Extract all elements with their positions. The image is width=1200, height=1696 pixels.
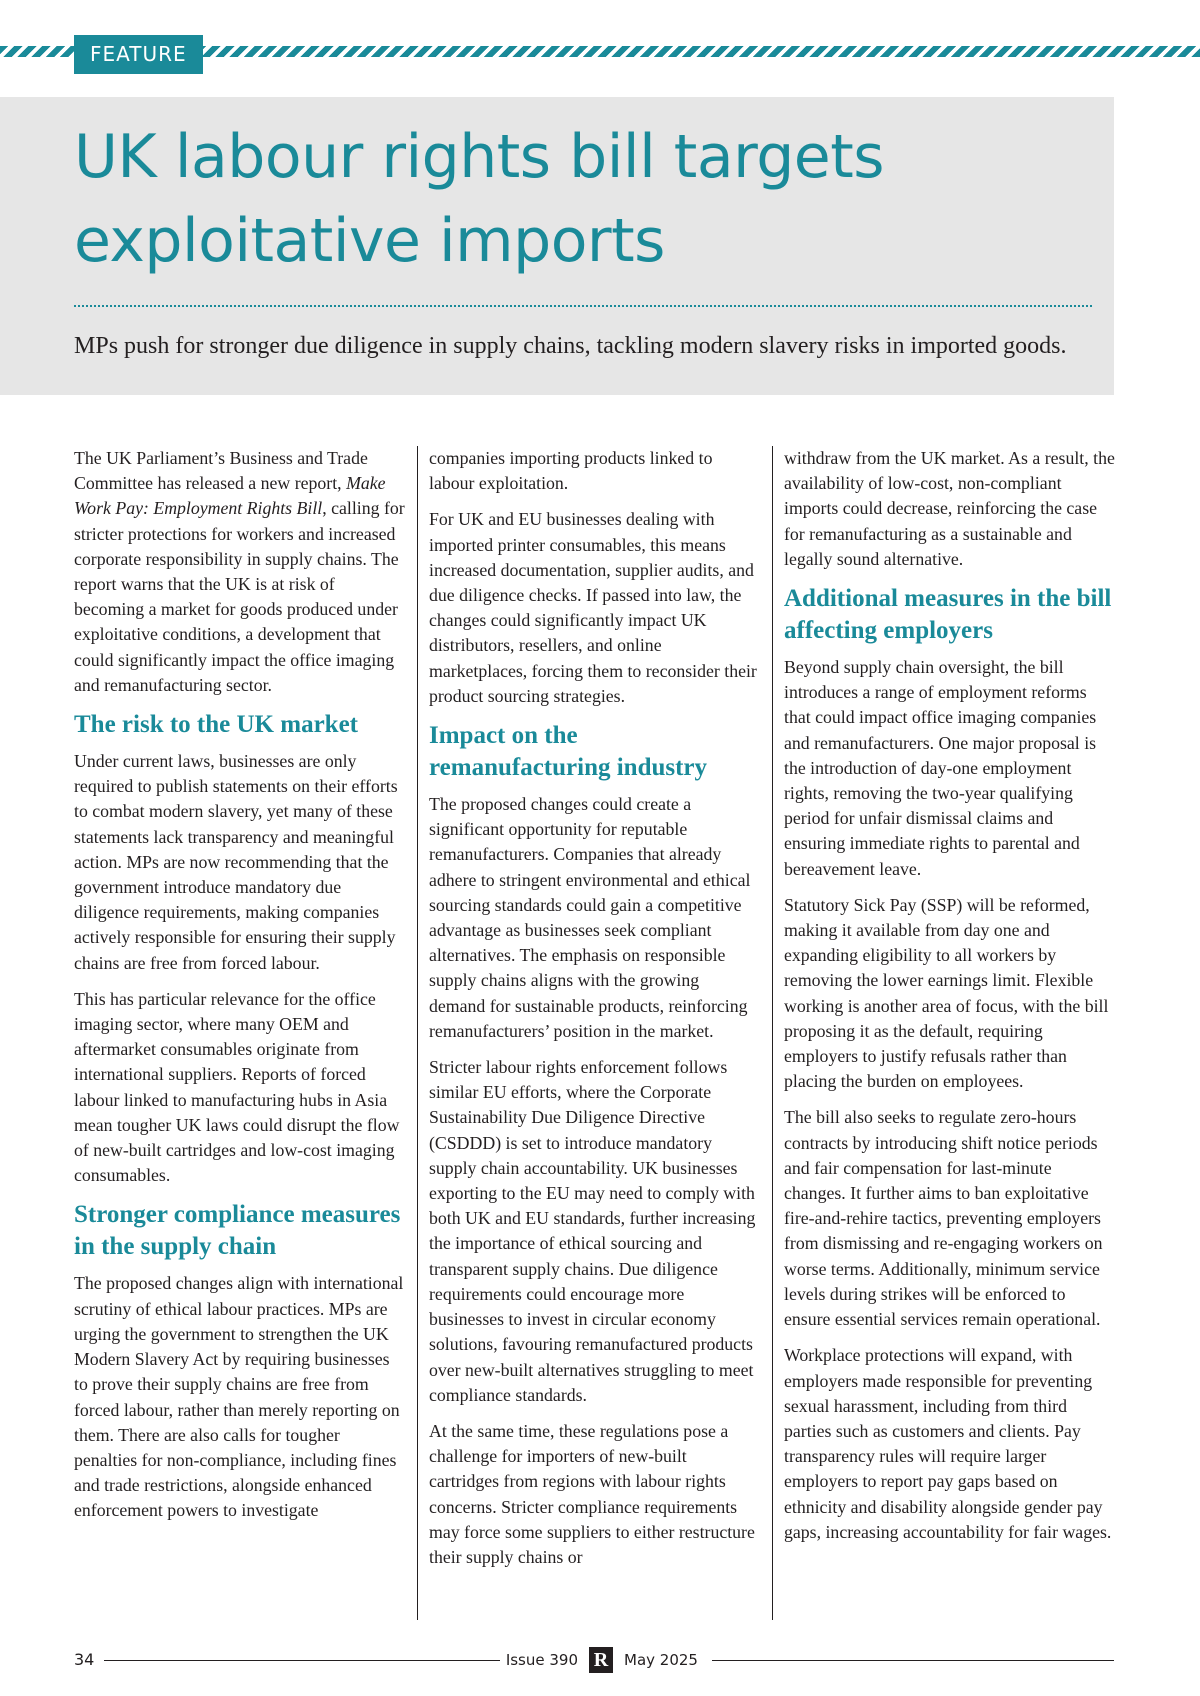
paragraph: At the same time, these regulations pose a challenge for importers of new-built cartridges from regions with labour rights concerns. Stricter compliance requirements may force some suppliers to either restructure their supply chains or	[429, 1420, 755, 1567]
article-title	[74, 115, 884, 283]
paragraph	[74, 446, 406, 698]
paragraph: The proposed changes align with international scrutiny of ethical labour practices. MPs are urging the government to strengthen the UK Modern Slavery Act by requiring businesses to prove their supply chains are free from forced labour, rather than merely reporting on them. There are also calls for tougher penalties for non-compliance, including fines and trade restrictions, alongside enhanced enforcement powers to investigate	[74, 1273, 404, 1521]
subheading-additional-measures: Additional measures in the bill affecting employers	[784, 585, 1112, 645]
issue-number: Issue 390	[505, 1651, 578, 1669]
paragraph: The bill also seeks to regulate zero-hours contracts by introducing shift notice periods and fair compensation for last-minute changes. It further aims to ban exploitative fire-and-rehire tactics, preventing employers from dismissing and re-engaging workers on worse terms. Additionally, minimum service levels during strikes will be enforced to ensure essential services remain operational.	[784, 1107, 1103, 1330]
standfirst: MPs push for stronger due diligence in supply chains, tackling modern slavery risks in imported goods.	[74, 333, 1067, 359]
column-divider	[417, 446, 418, 1620]
column-3	[784, 446, 1116, 1556]
title-line-1: UK labour rights bill targets	[74, 122, 885, 192]
subheading-impact: Impact on the remanufacturing industry	[429, 722, 708, 782]
subheading-compliance: Stronger compliance measures in the supply chain	[74, 1201, 401, 1261]
footer-rule	[712, 1660, 1114, 1661]
text-run: , calling for stricter protections for workers and increased corporate responsibility in supply chains. The report warns that the UK is at risk of becoming a market for goods produced under exploitative conditions, a development that could significantly impact the office imaging and remanufacturing sector.	[74, 498, 405, 695]
paragraph: withdraw from the UK market. As a result, the availability of low-cost, non-compliant imports could decrease, reinforcing the case for remanufacturing as a sustainable and legally sound alternative.	[784, 448, 1115, 569]
section-tag: FEATURE	[74, 35, 203, 74]
dotted-divider	[74, 305, 1092, 307]
footer-rule	[104, 1660, 500, 1661]
paragraph: Statutory Sick Pay (SSP) will be reformed, making it available from day one and expanding eligibility to all workers by removing the lower earnings limit. Flexible working is another area of focus, with the bill proposing it as the default, requiring employers to justify refusals rather than placing the burden on employees.	[784, 894, 1109, 1092]
page-number: 34	[74, 1650, 95, 1669]
paragraph: This has particular relevance for the office imaging sector, where many OEM and aftermarket consumables originate from international suppliers. Reports of forced labour linked to manufacturing hubs in Asia mean tougher UK laws could disrupt the flow of new-built cartridges and low-cost imaging consumables.	[74, 988, 400, 1186]
r-logo-icon: R	[589, 1647, 613, 1673]
text-run: The UK Parliament’s Business and Trade Committee has released a new report,	[74, 448, 368, 494]
paragraph: Beyond supply chain oversight, the bill introduces a range of employment reforms that could impact office imaging companies and remanufacturers. One major proposal is the introduction of day-one employment rights, removing the two-year qualifying period for unfair dismissal claims and ensuring immediate rights to parental and bereavement leave.	[784, 657, 1097, 879]
paragraph: For UK and EU businesses dealing with imported printer consumables, this means increased documentation, supplier audits, and due diligence checks. If passed into law, the changes could significantly impact UK distributors, resellers, and online marketplaces, forcing them to reconsider their product sourcing strategies.	[429, 509, 757, 706]
issue-date: May 2025	[624, 1651, 698, 1669]
column-1	[74, 446, 406, 1535]
paragraph: companies importing products linked to labour exploitation.	[429, 448, 713, 494]
paragraph: The proposed changes could create a significant opportunity for reputable remanufacturers. Companies that already adhere to stringent environmental and ethical sourcing standards could gain a competitive advantage as businesses seek compliant alternatives. The emphasis on responsible supply chains aligns with the growing demand for sustainable products, reinforcing remanufacturers’ position in the market.	[429, 794, 751, 1041]
paragraph: Under current laws, businesses are only required to publish statements on their efforts to combat modern slavery, yet many of these statements lack transparency and meaningful action. MPs are now recommending that the government introduce mandatory due diligence requirements, making companies actively responsible for ensuring their supply chains are free from forced labour.	[74, 751, 398, 973]
report-title: Make Work Pay: Employment Rights Bill	[74, 473, 386, 519]
column-divider	[772, 446, 773, 1620]
page-footer	[0, 1646, 1200, 1674]
paragraph: Workplace protections will expand, with employers made responsible for preventing sexual harassment, including from third parties such as customers and clients. Pay transparency rules will require larger employers to report pay gaps based on ethnicity and disability alongside gender pay gaps, increasing accountability for fair wages.	[784, 1345, 1112, 1542]
subheading-risk: The risk to the UK market	[74, 711, 358, 739]
column-2	[429, 446, 759, 1581]
paragraph: Stricter labour rights enforcement follows similar EU efforts, where the Corporate Sustainability Due Diligence Directive (CSDDD) is set to introduce mandatory supply chain accountability. UK businesses exporting to the EU may need to comply with both UK and EU standards, further increasing the importance of ethical sourcing and transparent supply chains. Due diligence requirements could encourage more businesses to invest in circular economy solutions, favouring remanufactured products over new-built alternatives struggling to meet compliance standards.	[429, 1057, 756, 1405]
title-line-2: exploitative imports	[74, 206, 665, 276]
